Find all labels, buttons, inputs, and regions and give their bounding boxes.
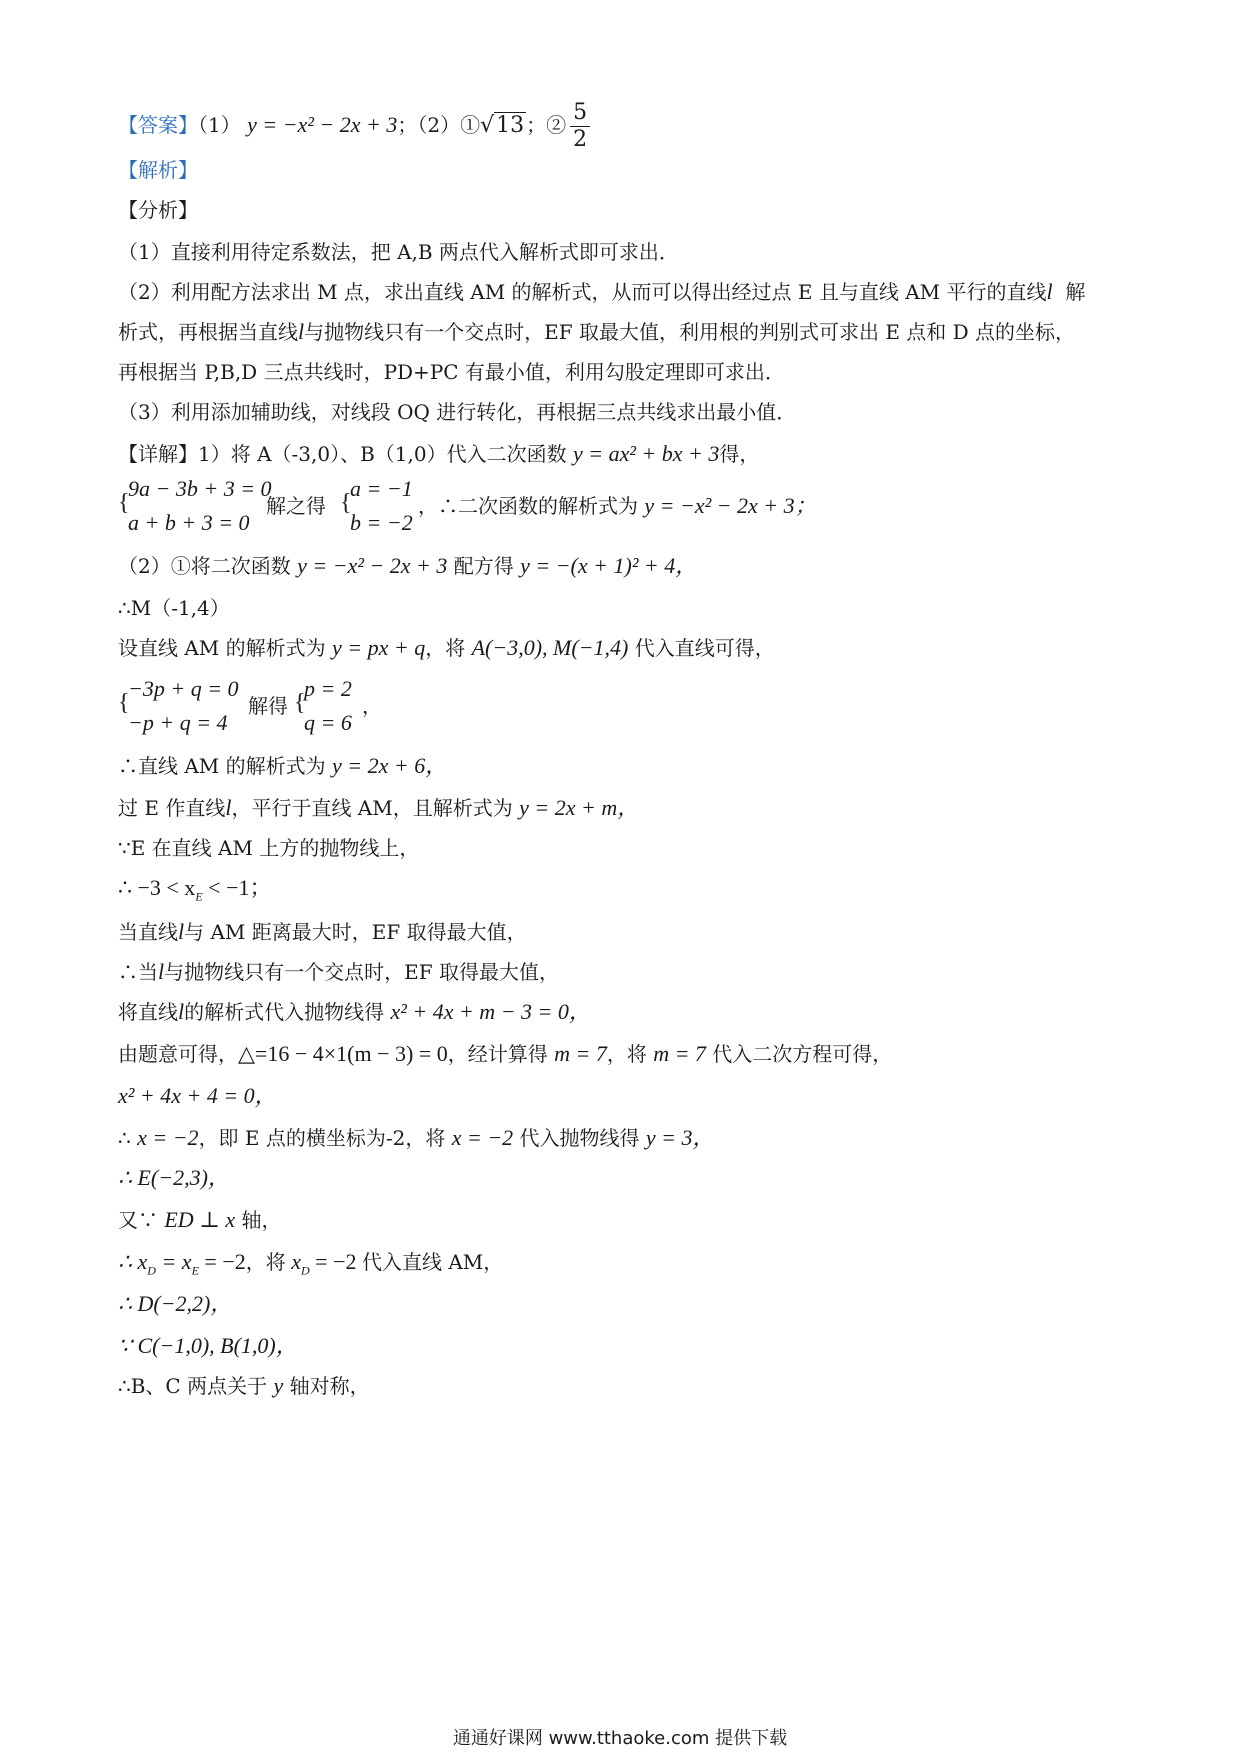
analysis-p1: （1）直接利用待定系数法，把 A,B 两点代入解析式即可求出． bbox=[118, 240, 679, 264]
detail-l14-c: ，将 bbox=[606, 1042, 647, 1066]
detail-l12-b: 与抛物线只有一个交点时，EF 取得最大值， bbox=[164, 960, 559, 984]
detail-l3-text: （2）①将二次函数 bbox=[118, 554, 291, 578]
answer-line bbox=[118, 100, 590, 153]
solution1-row2: b = −2 bbox=[350, 510, 413, 535]
detail-l16-expr1: x = −2 bbox=[137, 1125, 199, 1150]
detail-line1 bbox=[118, 440, 759, 468]
detail-l18-a: 又∵ bbox=[118, 1208, 158, 1232]
detail-l3-mid: 配方得 bbox=[453, 554, 514, 578]
detail-l19-e: x bbox=[291, 1249, 301, 1274]
detail-l3-expr1: y = −x² − 2x + 3 bbox=[297, 553, 448, 578]
detail-line15: x² + 4x + 4 = 0， bbox=[118, 1083, 277, 1108]
answer-sqrt-radicand: 13 bbox=[496, 113, 525, 138]
brace-icon: { bbox=[340, 490, 352, 516]
detail-l14-expr3: m = 7 bbox=[653, 1041, 706, 1066]
answer-part1-expr: y = −x² − 2x + 3 bbox=[247, 112, 398, 137]
detail-l14-b: ，经计算得 bbox=[447, 1042, 548, 1066]
detail-l1-text: 1）将 A（-3,0）、B（1,0）代入二次函数 bbox=[198, 442, 567, 466]
system1-row1: 9a − 3b + 3 = 0 bbox=[128, 476, 272, 501]
detail-l14-expr2: m = 7 bbox=[554, 1041, 607, 1066]
analysis-p2b bbox=[118, 318, 1075, 346]
equation-system-1 bbox=[118, 476, 272, 538]
detail-line11 bbox=[118, 918, 527, 946]
detail-line7 bbox=[118, 752, 447, 780]
solution-system-2 bbox=[294, 676, 364, 738]
jiexi-label: 【解析】 bbox=[118, 158, 198, 182]
equation-system-2 bbox=[118, 676, 238, 738]
detail-line16 bbox=[118, 1124, 715, 1152]
brace-icon: { bbox=[118, 490, 130, 516]
detail-line8 bbox=[118, 794, 639, 822]
analysis-p2a-l: l bbox=[1046, 279, 1053, 304]
detail-l13-a: 将直线 bbox=[118, 1000, 178, 1024]
detail-l8-text: 过 E 作直线 bbox=[118, 796, 226, 820]
detail-l22-b: 轴对称， bbox=[289, 1374, 370, 1398]
detail-l19-a: ∴ x bbox=[118, 1249, 148, 1274]
detail-line3 bbox=[118, 552, 697, 580]
detail-l12-a: ∴当 bbox=[118, 960, 158, 984]
detail-line20: ∴ D(−2,2)， bbox=[118, 1291, 233, 1316]
detail-line14 bbox=[118, 1040, 892, 1068]
detail-l19-sub3: D bbox=[301, 1263, 310, 1278]
detail-l18-expr: ED ⊥ x bbox=[164, 1207, 236, 1232]
detail-l19-f: = −2 bbox=[309, 1249, 357, 1274]
detail-l22-a: ∴B、C 两点关于 bbox=[118, 1374, 268, 1398]
analysis-p2c: 再根据当 P,B,D 三点共线时，PD+PC 有最小值，利用勾股定理即可求出． bbox=[118, 360, 785, 384]
detail-line9: ∵E 在直线 AM 上方的抛物线上， bbox=[118, 836, 420, 860]
detail-l1-expr: y = ax² + bx + 3 bbox=[572, 441, 720, 466]
detail-l11-a: 当直线 bbox=[118, 920, 178, 944]
analysis-p3: （3）利用添加辅助线，对线段 OQ 进行转化，再根据三点共线求出最小值． bbox=[118, 400, 797, 424]
detail-l13-b: 的解析式代入抛物线得 bbox=[184, 1000, 385, 1024]
detail-l8-expr: y = 2x + m， bbox=[519, 795, 640, 820]
detail-l14-d: 代入二次方程可得， bbox=[712, 1042, 893, 1066]
detail-line12 bbox=[118, 958, 559, 986]
detail-l5-mid: ，将 bbox=[425, 636, 466, 660]
answer-sep2: ；② bbox=[526, 113, 567, 137]
detail-line22 bbox=[118, 1372, 370, 1400]
detail-l16-a: ∴ bbox=[118, 1126, 131, 1150]
brace-icon: { bbox=[294, 690, 306, 716]
answer-fraction bbox=[570, 100, 590, 153]
detail-l19-d: ，将 bbox=[245, 1250, 286, 1274]
system2-row1: −3p + q = 0 bbox=[128, 676, 239, 701]
solution1-row1: a = −1 bbox=[350, 476, 413, 501]
detail-l7-text: ∴直线 AM 的解析式为 bbox=[118, 754, 326, 778]
system1-row2: a + b + 3 = 0 bbox=[128, 510, 250, 535]
detail-l19-sub2: E bbox=[191, 1263, 199, 1278]
detail-l5-text: 设直线 AM 的解析式为 bbox=[118, 636, 326, 660]
analysis-p2b-b: 与抛物线只有一个交点时，EF 取最大值，利用根的判别式可求出 E 点和 D 点的坐标， bbox=[304, 320, 1076, 344]
detail-l11-l: l bbox=[178, 919, 185, 944]
detail-l16-c: 代入抛物线得 bbox=[519, 1126, 640, 1150]
detail-line13 bbox=[118, 998, 591, 1026]
analysis-p2a-tail: 解 bbox=[1065, 280, 1086, 304]
detail-line4: ∴M（-1,4） bbox=[118, 596, 230, 620]
page-footer: 通通好课网 www.tthaoke.com 提供下载 bbox=[452, 1728, 788, 1749]
solution-system-1 bbox=[340, 476, 420, 538]
detail-line19 bbox=[118, 1248, 503, 1284]
detail-l18-b: 轴， bbox=[241, 1208, 282, 1232]
detail-line5 bbox=[118, 634, 775, 662]
system1-tail bbox=[418, 492, 817, 520]
detail-l7-expr: y = 2x + 6， bbox=[332, 753, 448, 778]
detail-l16-expr3: y = 3， bbox=[645, 1125, 715, 1150]
analysis-p2a-text: （2）利用配方法求出 M 点，求出直线 AM 的解析式，从而可以得出经过点 E 且与直线 AM 平行的直线 bbox=[118, 280, 1047, 304]
brace-icon: { bbox=[118, 690, 130, 716]
analysis-p2b-l: l bbox=[298, 319, 305, 344]
fenxi-label: 【分析】 bbox=[118, 198, 198, 222]
detail-line21: ∵ C(−1,0), B(1,0)， bbox=[118, 1333, 298, 1358]
detail-l22-y: y bbox=[273, 1373, 284, 1398]
detail-l10-a: ∴ −3 < x bbox=[118, 875, 196, 900]
answer-label: 【答案】 bbox=[118, 113, 198, 137]
system1-mid: 解之得 bbox=[266, 494, 326, 518]
detail-l3-expr2: y = −(x + 1)² + 4， bbox=[520, 553, 698, 578]
solution2-row1: p = 2 bbox=[304, 676, 352, 701]
detail-l13-l: l bbox=[178, 999, 185, 1024]
answer-sqrt: √13 bbox=[480, 113, 525, 138]
detail-l14-expr1: △=16 − 4×1(m − 3) = 0 bbox=[238, 1041, 448, 1066]
detail-line10 bbox=[118, 874, 271, 910]
analysis-p2b-a: 析式，再根据当直线 bbox=[118, 320, 298, 344]
detail-l1-tail: 得， bbox=[719, 442, 760, 466]
system1-tail-text: ，∴二次函数的解析式为 bbox=[418, 494, 638, 518]
detail-l19-c: = −2 bbox=[198, 1249, 246, 1274]
answer-sep1: ；（2）① bbox=[397, 113, 481, 137]
system2-row2: −p + q = 4 bbox=[128, 710, 228, 735]
detail-l8-l: l bbox=[225, 795, 232, 820]
analysis-p2a bbox=[118, 278, 1085, 306]
detail-l11-b: 与 AM 距离最大时，EF 取得最大值， bbox=[184, 920, 527, 944]
detail-label: 【详解】 bbox=[118, 442, 198, 466]
detail-line18 bbox=[118, 1206, 282, 1234]
detail-l12-l: l bbox=[158, 959, 165, 984]
detail-l8-mid: ，平行于直线 AM，且解析式为 bbox=[231, 796, 513, 820]
detail-l10-sub: E bbox=[195, 889, 203, 904]
solution2-row2: q = 6 bbox=[304, 710, 352, 735]
detail-l19-sub1: D bbox=[147, 1263, 156, 1278]
detail-l5-expr: y = px + q bbox=[332, 635, 426, 660]
detail-l14-a: 由题意可得， bbox=[118, 1042, 238, 1066]
answer-frac-denominator: 2 bbox=[573, 127, 588, 152]
detail-l16-b: ，即 E 点的横坐标为-2，将 bbox=[198, 1126, 446, 1150]
detail-line17: ∴ E(−2,3)， bbox=[118, 1165, 230, 1190]
answer-part1-prefix: （1） bbox=[198, 113, 241, 137]
detail-l16-expr2: x = −2 bbox=[451, 1125, 514, 1150]
detail-l5-tail: 代入直线可得， bbox=[634, 636, 775, 660]
system1-tail-expr: y = −x² − 2x + 3； bbox=[644, 493, 817, 518]
system2-tail: ， bbox=[362, 694, 382, 718]
detail-l19-b: = x bbox=[155, 1249, 192, 1274]
detail-l10-b: < −1； bbox=[208, 875, 272, 900]
system2-mid: 解得 bbox=[248, 694, 288, 718]
detail-l13-expr: x² + 4x + m − 3 = 0， bbox=[390, 999, 591, 1024]
detail-l5-pts: A(−3,0), M(−1,4) bbox=[471, 635, 629, 660]
detail-l19-g: 代入直线 AM， bbox=[362, 1250, 504, 1274]
answer-frac-numerator: 5 bbox=[570, 100, 590, 127]
